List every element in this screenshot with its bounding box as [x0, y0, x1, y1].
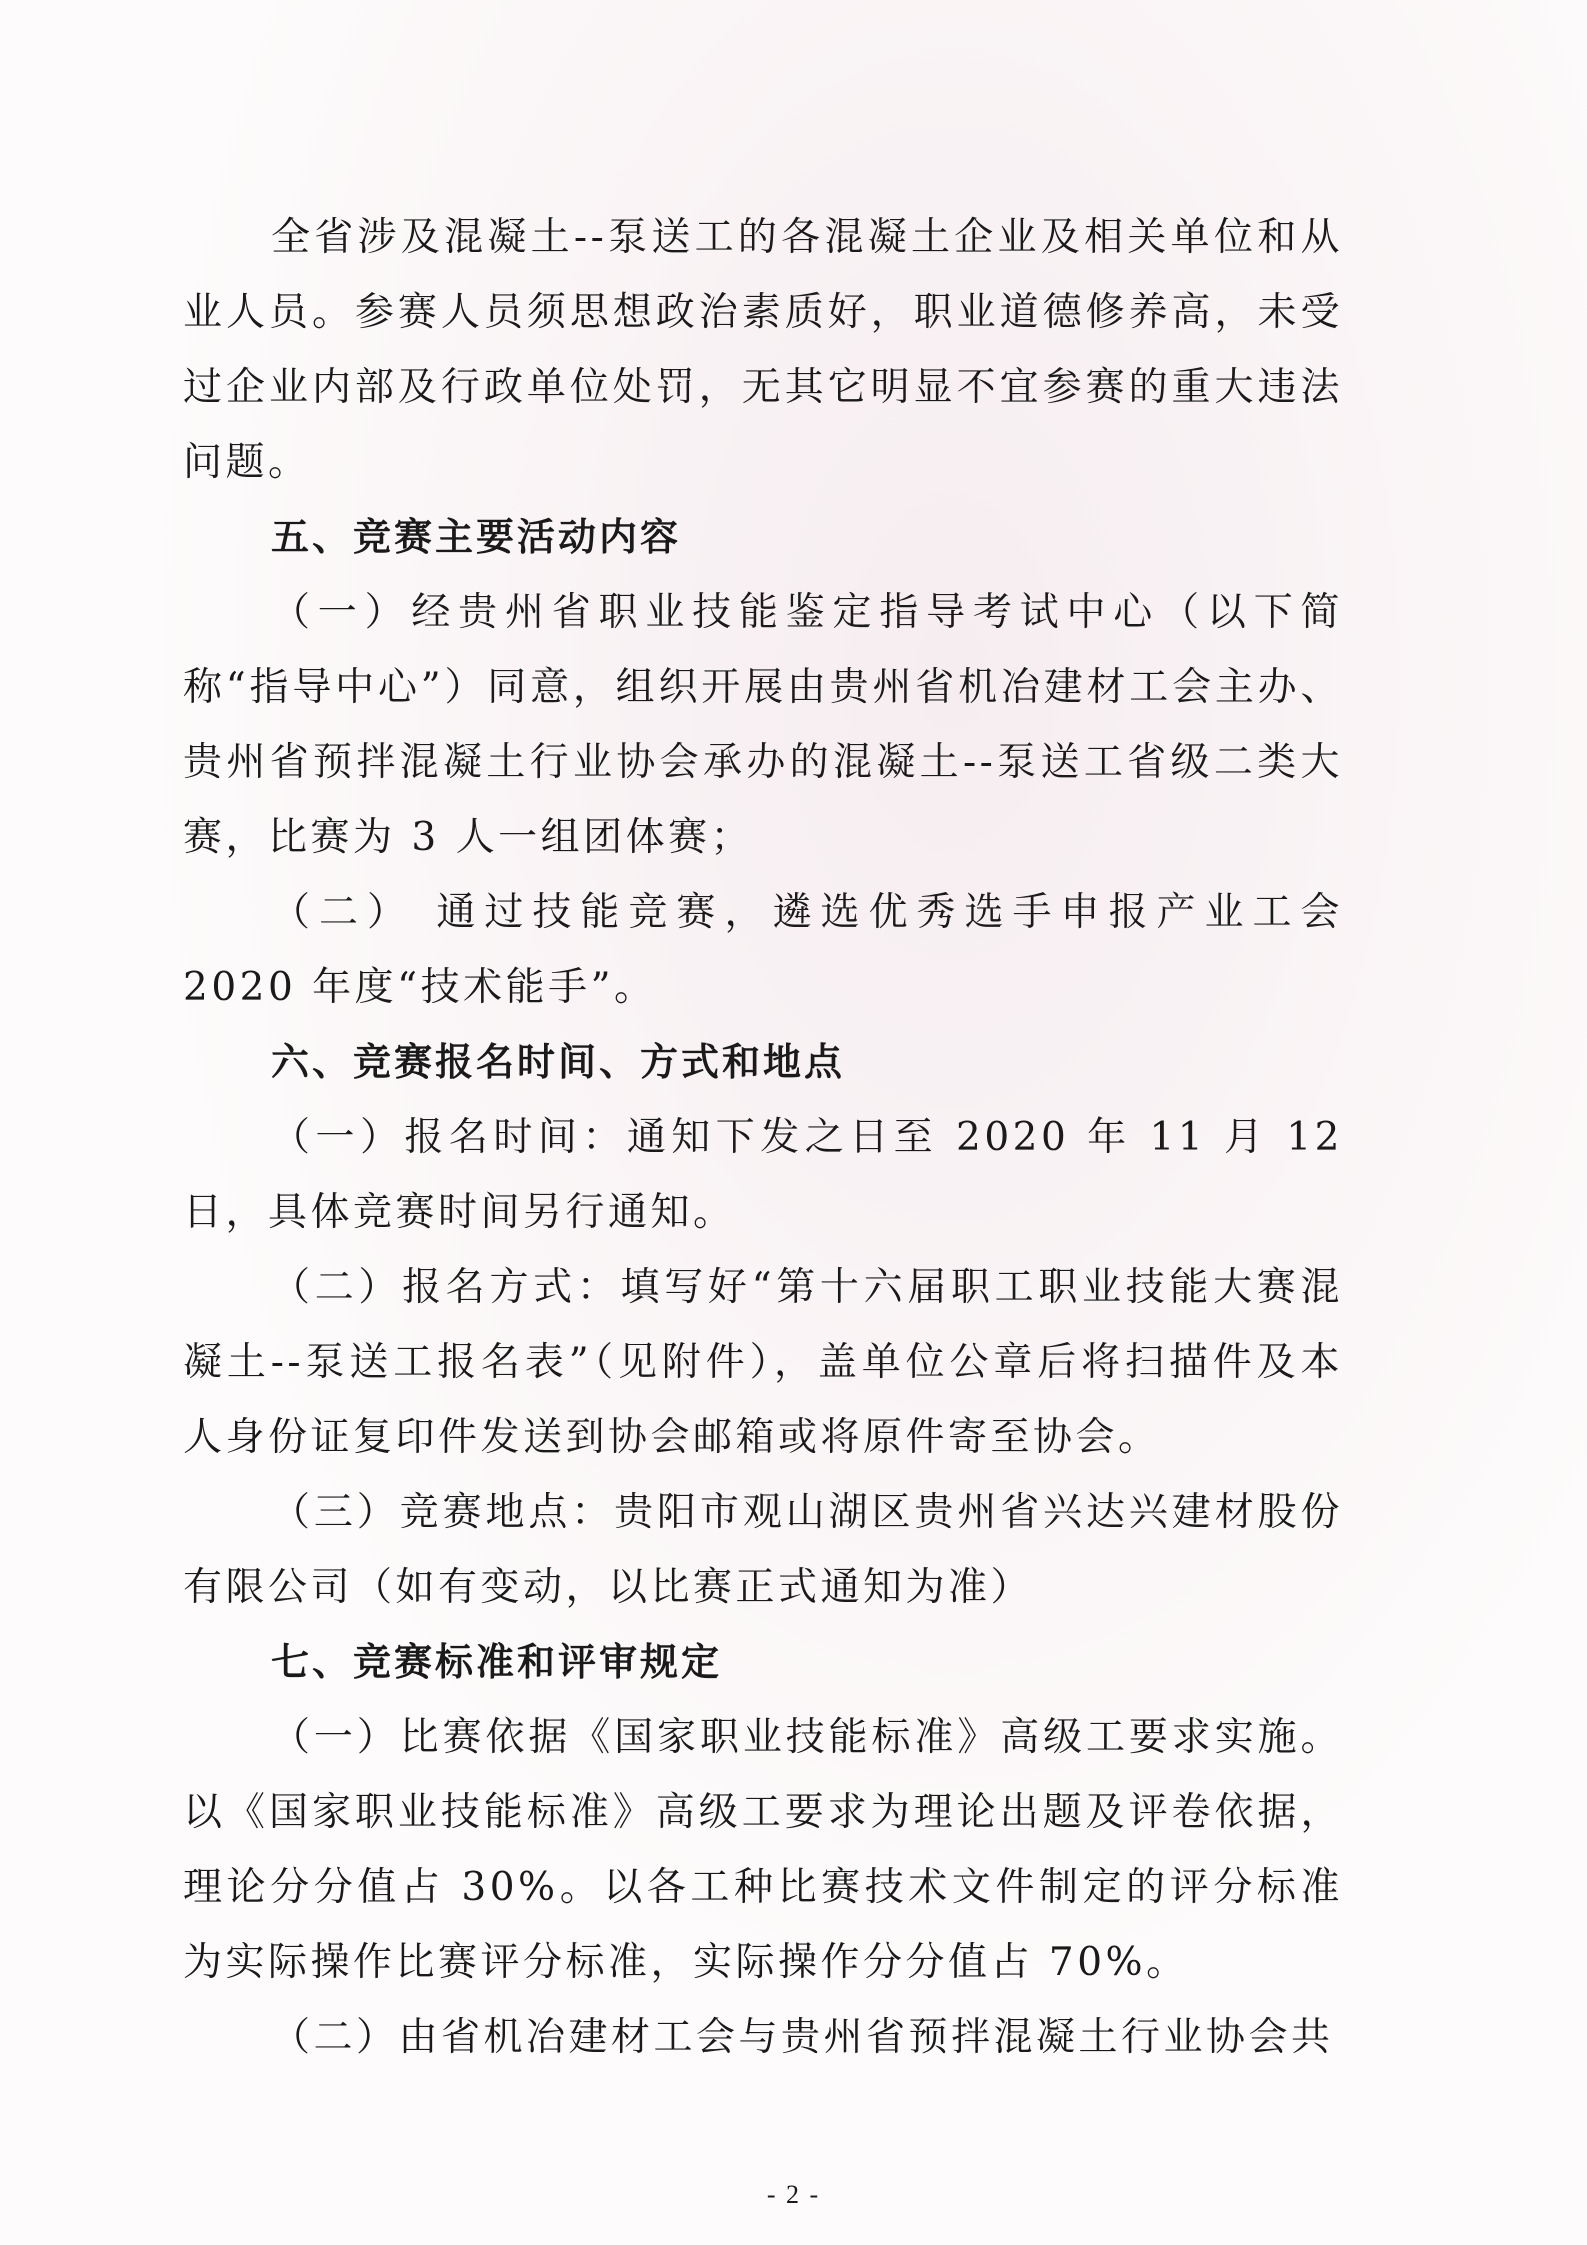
page-number: - 2 - — [766, 2180, 821, 2209]
section-6-item-2: （二）报名方式：填写好“第十六届职工职业技能大赛混凝土--泵送工报名表”（见附件），盖单位公章后将扫描件及本人身份证复印件发送到协会邮箱或将原件寄至协会。 — [183, 1265, 1343, 1460]
section-5-item-1: （一）经贵州省职业技能鉴定指导考试中心（以下简称“指导中心”）同意，组织开展由贵州省机冶建材工会主办、贵州省预拌混凝土行业协会承办的混凝土--泵送工省级二类大赛，比赛为 3 人一组团体赛； — [183, 590, 1343, 860]
intro-paragraph: 全省涉及混凝土--泵送工的各混凝土企业及相关单位和从业人员。参赛人员须思想政治素质好，职业道德修养高，未受过企业内部及行政单位处罚，无其它明显不宜参赛的重大违法问题。 — [183, 215, 1343, 485]
section-6-item-1: （一）报名时间：通知下发之日至 2020 年 11 月 12 日，具体竞赛时间另行通知。 — [183, 1115, 1343, 1235]
section-7-heading: 七、竞赛标准和评审规定 — [271, 1640, 723, 1684]
section-7-item-1: （一）比赛依据《国家职业技能标准》高级工要求实施。以《国家职业技能标准》高级工要求为理论出题及评卷依据，理论分分值占 30%。以各工种比赛技术文件制定的评分标准为实际操作比赛评分标准，实际操作分分值占 70%。 — [183, 1715, 1343, 1985]
section-6-item-3: （三）竞赛地点：贵阳市观山湖区贵州省兴达兴建材股份有限公司（如有变动，以比赛正式通知为准） — [183, 1490, 1343, 1610]
section-6-heading: 六、竞赛报名时间、方式和地点 — [271, 1040, 846, 1084]
document-body — [183, 200, 1343, 2075]
section-5-heading: 五、竞赛主要活动内容 — [271, 515, 682, 559]
section-5-item-2: （二） 通过技能竞赛，遴选优秀选手申报产业工会 2020 年度“技术能手”。 — [183, 890, 1343, 1010]
section-7-item-2: （二）由省机冶建材工会与贵州省预拌混凝土行业协会共 — [271, 2015, 1334, 2060]
